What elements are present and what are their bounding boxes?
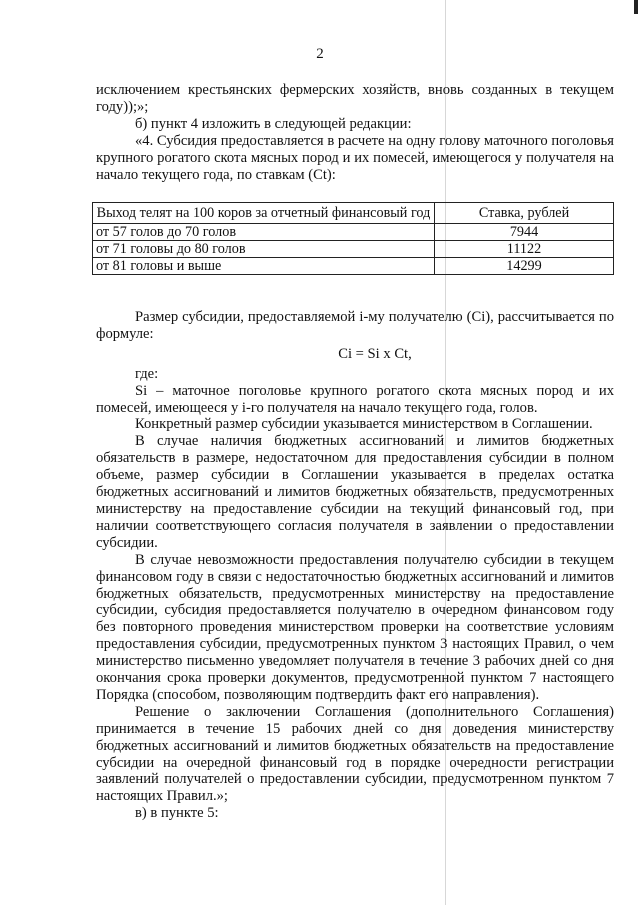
formula: Ci = Si x Ct, [338, 345, 412, 362]
body-after-table [96, 309, 614, 822]
paragraph-text: исключением крестьянских фермерских хозяйств, вновь созданных в текущем году));»; [96, 82, 614, 115]
page-number: 2 [316, 46, 324, 62]
rates-table [92, 202, 614, 275]
table-cell-range: от 57 голов до 70 голов [93, 224, 435, 241]
paragraph-text: б) пункт 4 изложить в следующей редакции: [135, 116, 412, 132]
scan-artifact-speck [634, 0, 638, 14]
table-row [93, 258, 614, 275]
paragraph-continuation [96, 82, 614, 116]
paragraph-subpoint-b [96, 116, 614, 133]
paragraph-where: где: [135, 365, 159, 382]
table-cell-rate: 11122 [435, 241, 614, 258]
table-row [93, 224, 614, 241]
paragraph-point-4 [96, 133, 614, 184]
paragraph-text: В случае невозможности предоставления получателю субсидии в текущем финансовом году в связи с недостаточностью бюджетных ассигнований и лимитов бюджетных обязательств, предусмотренных министерству на предоставление субсидии, субсидия предоставляется получателю в очередном финансовом году без повторного проведения министерством проверки на соответствие условиям предоставления субсидии, предусмотренных пунктом 3 настоящих Правил, о чем министерство письменно уведомляет получателя в течение 3 рабочих дней со дня окончания срока проверки документов, предусмотренной пунктом 7 настоящего Порядка (способом, позволяющим подтвердить факт его направления). [96, 551, 614, 703]
table-header-cell: Ставка, рублей [435, 203, 614, 224]
table-header-row [93, 203, 614, 224]
table-row [93, 241, 614, 258]
paragraph-text: в) в пункте 5: [135, 805, 219, 822]
paragraph-text: Si – маточное поголовье крупного рогатого скота мясных пород и их помесей, имеющееся у i-го получателя на начало текущего года, голов. [96, 382, 614, 416]
table-cell-range: от 71 головы до 80 голов [93, 241, 435, 258]
paragraph-text: Конкретный размер субсидии указывается министерством в Соглашении. [135, 416, 593, 433]
paragraph-text: Решение о заключении Соглашения (дополнительного Соглашения) принимается в течение 15 рабочих дней со дня доведения министерству бюджетных ассигнований и лимитов бюджетных обязательств на предоставление субсидии на очередной финансовый год в порядке очередности регистрации заявлений получателей о предоставлении субсидии, предусмотренном пунктом 7 настоящих Правил.»; [96, 703, 614, 805]
table-cell-rate: 7944 [435, 224, 614, 241]
paragraph-text: «4. Субсидия предоставляется в расчете на одну голову маточного поголовья крупного рогатого скота мясных пород и их помесей, имеющегося у получателя на начало текущего года, по ставкам (Ct): [96, 133, 614, 183]
paragraph-text: В случае наличия бюджетных ассигнований и лимитов бюджетных обязательств в размере, недостаточном для предоставления субсидии в полном объеме, размер субсидии в Соглашении указывается в пределах остатка бюджетных ассигнований и лимитов бюджетных обязательств, предусмотренных министерству на предоставление субсидии на текущий финансовый год, при наличии соответствующего согласия получателя в заявлении о предоставлении субсидии. [96, 433, 614, 551]
table-cell-rate: 14299 [435, 258, 614, 275]
paragraph-text: Размер субсидии, предоставляемой i-му получателю (Ci), рассчитывается по формуле: [96, 309, 614, 342]
table-cell-range: от 81 головы и выше [93, 258, 435, 275]
table-header-cell: Выход телят на 100 коров за отчетный финансовый год [93, 203, 435, 224]
